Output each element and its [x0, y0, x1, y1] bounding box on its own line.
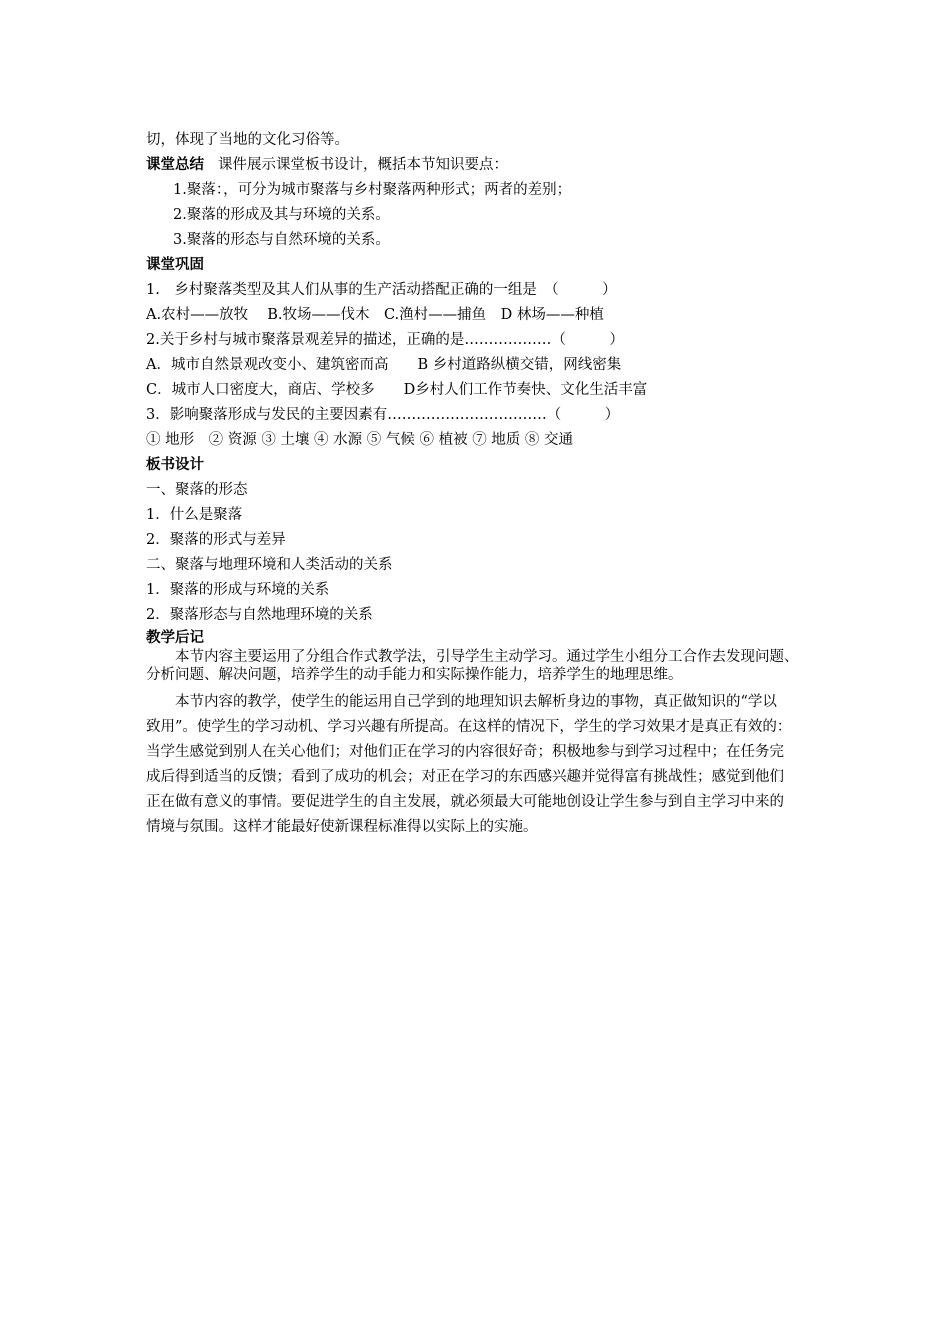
- summary-text: 课件展示课堂板书设计，概括本节知识要点：: [218, 157, 508, 173]
- notes-paragraph-1: [146, 648, 810, 684]
- board-line: 1．聚落的形成与环境的关系: [146, 582, 330, 598]
- question-options: C．城市人口密度大，商店、学校多 D乡村人们工作节奏快、文化生活丰富: [146, 382, 648, 398]
- document-content: [146, 128, 810, 840]
- board-line: 2．聚落形态与自然地理环境的关系: [146, 607, 373, 623]
- question-line: 1. 乡村聚落类型及其人们从事的生产活动搭配正确的一组是 （ ）: [146, 282, 617, 298]
- board-line: 一、聚落的形态: [146, 482, 248, 498]
- paragraph-line: 本节内容主要运用了分组合作式教学法，引导学生主动学习。通过学生小组分工合作去发现问题、: [175, 649, 799, 665]
- paragraph-line: 当学生感觉到别人在关心他们；对他们正在学习的内容很好奇；积极地参与到学习过程中；在任务完: [146, 744, 784, 760]
- notes-heading: 教学后记: [146, 630, 204, 646]
- consolidation-heading: 课堂巩固: [146, 257, 204, 273]
- question-line: 2.关于乡村与城市聚落景观差异的描述，正确的是………………（ ）: [146, 332, 624, 348]
- intro-line: 切，体现了当地的文化习俗等。: [146, 132, 349, 148]
- board-line: 2．聚落的形式与差异: [146, 532, 286, 548]
- question-options: ① 地形 ② 资源 ③ 土壤 ④ 水源 ⑤ 气候 ⑥ 植被 ⑦ 地质 ⑧ 交通: [146, 432, 574, 448]
- paragraph-line: 致用”。使学生的学习动机、学习兴趣有所提高。在这样的情况下，学生的学习效果才是真正有效的：: [146, 719, 792, 735]
- paragraph-line: 正在做有意义的事情。要促进学生的自主发展，就必须最大可能地创设让学生参与到自主学习中来的: [146, 794, 784, 810]
- paragraph-line: 分析问题、解决问题，培养学生的动手能力和实际操作能力，培养学生的地理思维。: [146, 667, 683, 683]
- board-line: 二、聚落与地理环境和人类活动的关系: [146, 557, 393, 573]
- summary-heading: 课堂总结: [146, 157, 204, 173]
- question-options: A.农村——放牧 B.牧场——伐木 C.渔村——捕鱼 D 林场——种植: [146, 307, 604, 323]
- board-heading: 板书设计: [146, 457, 204, 473]
- paragraph-line: 成后得到适当的反馈；看到了成功的机会；对正在学习的东西感兴趣并觉得富有挑战性；感觉到他们: [146, 769, 784, 785]
- notes-paragraph-2: [146, 690, 810, 840]
- summary-heading-line: [146, 153, 810, 178]
- question-line: 3．影响聚落形成与发民的主要因素有……………………………（ ）: [146, 407, 620, 423]
- summary-item: 2.聚落的形成及其与环境的关系。: [173, 207, 390, 223]
- paragraph-line: 本节内容的教学，使学生的能运用自己学到的地理知识去解析身边的事物，真正做知识的“学以: [175, 694, 777, 710]
- question-options: A．城市自然景观改变小、建筑密而高 B 乡村道路纵横交错，网线密集: [146, 357, 622, 373]
- board-line: 1．什么是聚落: [146, 507, 243, 523]
- paragraph-line: 情境与氛围。这样才能最好使新课程标准得以实际上的实施。: [146, 819, 538, 835]
- summary-item: 1.聚落：，可分为城市聚落与乡村聚落两种形式；两者的差别；: [173, 182, 572, 198]
- summary-item: 3.聚落的形态与自然环境的关系。: [173, 232, 390, 248]
